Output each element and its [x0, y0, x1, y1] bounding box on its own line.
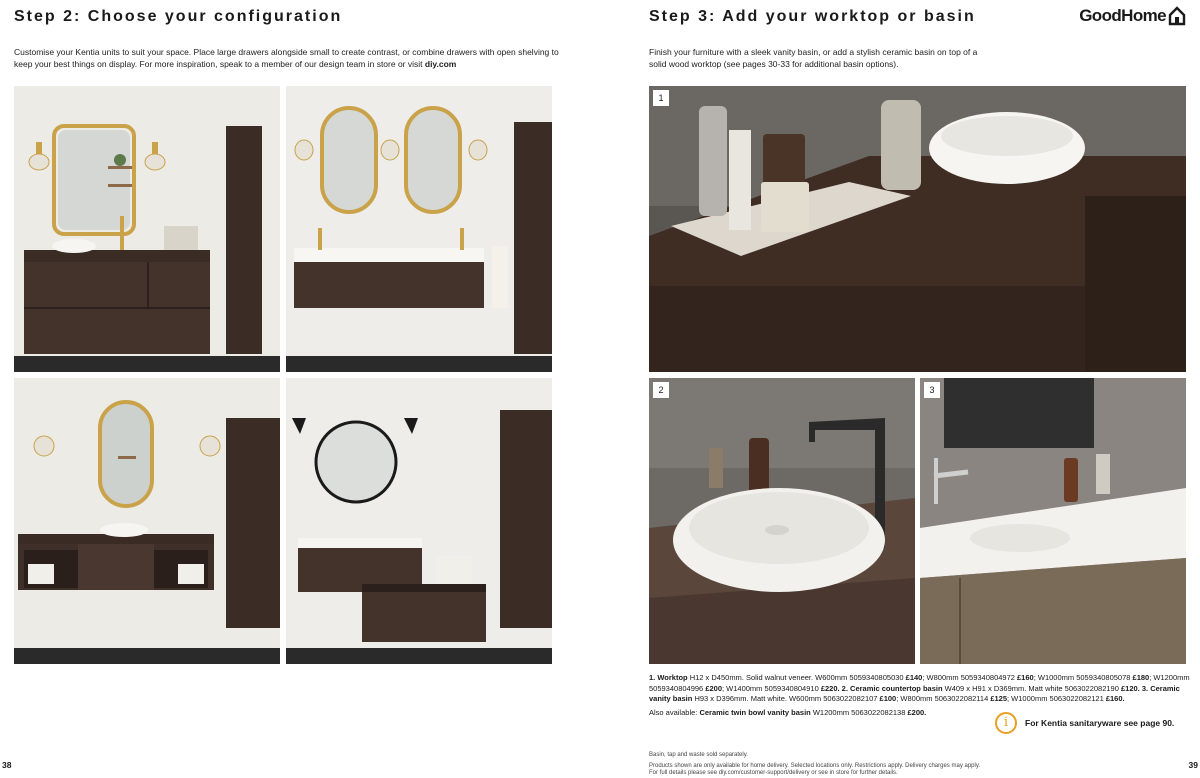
- price: £200: [705, 683, 722, 693]
- caption-countertop-basin-text: W409 x H91 x D369mm. Matt white 5063022082190: [942, 683, 1121, 693]
- photo-number-2: 2: [653, 382, 669, 398]
- brand-name: GoodHome: [1079, 6, 1166, 25]
- price: £180: [1132, 673, 1150, 682]
- caption-worktop-text: H12 x D450mm. Solid walnut veneer. W600mm 5059340805030: [687, 673, 906, 682]
- photo-number-3: 3: [924, 382, 940, 398]
- sanitaryware-note-text: For Kentia sanitaryware see page 90.: [1025, 718, 1175, 728]
- config-photo-round-mirror: [286, 378, 552, 664]
- sanitaryware-note: [995, 712, 1174, 734]
- house-icon: [1168, 6, 1186, 26]
- caption-countertop-basin-title: . 2. Ceramic countertop basin: [837, 683, 943, 693]
- caption-text: ; W800mm 5059340804972: [922, 673, 1018, 682]
- step-3-intro: Finish your furniture with a sleek vanity basin, or add a stylish ceramic basin on top of a solid wood worktop (see pages 30-33 for additional basin options).: [649, 47, 978, 69]
- caption-twin-basin-text: W1200mm 5063022082138: [810, 707, 908, 717]
- config-photo-twin-mirrors: [286, 86, 552, 372]
- caption-vanity-basin-text: H93 x D396mm. Matt white. W600mm 5063022082107: [692, 694, 880, 703]
- step-2-intro-text: Customise your Kentia units to suit your space. Place large drawers alongside small to create contrast, or combine drawers with open shelving to keep your best things on display. For more inspiration, speak to a member of our design team in store or visit: [14, 47, 559, 69]
- caption-text: ; W1000mm 5059340805078: [1033, 673, 1133, 682]
- footnote-details: For full details please see diy.com/customer-support/delivery or see in store for further details.: [649, 770, 898, 776]
- caption-twin-basin-title: Ceramic twin bowl vanity basin: [699, 707, 811, 717]
- vanity-basin-photo: [920, 378, 1186, 664]
- caption-worktop-title: 1. Worktop: [649, 673, 688, 682]
- caption-text: ; W1000mm 5063022082121: [1007, 694, 1106, 703]
- right-page: [600, 0, 1200, 778]
- caption-vanity-basin-title: 3. Ceramic vanity basin: [649, 683, 1180, 703]
- config-photo-open-shelving: [14, 378, 280, 664]
- countertop-basin-photo: [649, 378, 915, 664]
- config-photo-single-basin: [14, 86, 280, 372]
- diy-link[interactable]: diy.com: [424, 59, 457, 69]
- footnote-sold-separately: Basin, tap and waste sold separately.: [649, 752, 748, 758]
- page-number-right: 39: [1188, 760, 1198, 770]
- price: £160: [1017, 673, 1034, 682]
- worktop-photo: [649, 86, 1186, 372]
- step-2-intro: [14, 46, 559, 70]
- price: £200.: [907, 707, 927, 717]
- step-3-title: Step 3: Add your worktop or basin: [649, 8, 976, 25]
- photo-number-1: 1: [653, 90, 669, 106]
- price: £125: [990, 694, 1008, 703]
- step-2-title: Step 2: Choose your configuration: [14, 8, 343, 25]
- price: £160.: [1105, 694, 1125, 703]
- price: £120.: [1120, 683, 1140, 693]
- page-number-left: 38: [2, 760, 12, 770]
- goodhome-logo: [1079, 6, 1186, 26]
- price: £140: [905, 673, 923, 682]
- price: £220: [820, 683, 838, 693]
- caption-text: ; W800mm 5063022082114: [896, 694, 991, 703]
- price: £100: [879, 694, 897, 703]
- also-available-prefix: Also available:: [649, 707, 700, 717]
- caption-text: ; W1200mm 5059340804996: [649, 673, 1190, 693]
- caption-text: ; W1400mm 5059340804910: [722, 683, 821, 693]
- footnote-delivery: Products shown are only available for home delivery. Selected locations only. Restrictions apply. Delivery charges may apply.: [649, 763, 981, 769]
- info-icon: i: [995, 712, 1017, 734]
- caption-worktop-and-basins: [649, 673, 1194, 705]
